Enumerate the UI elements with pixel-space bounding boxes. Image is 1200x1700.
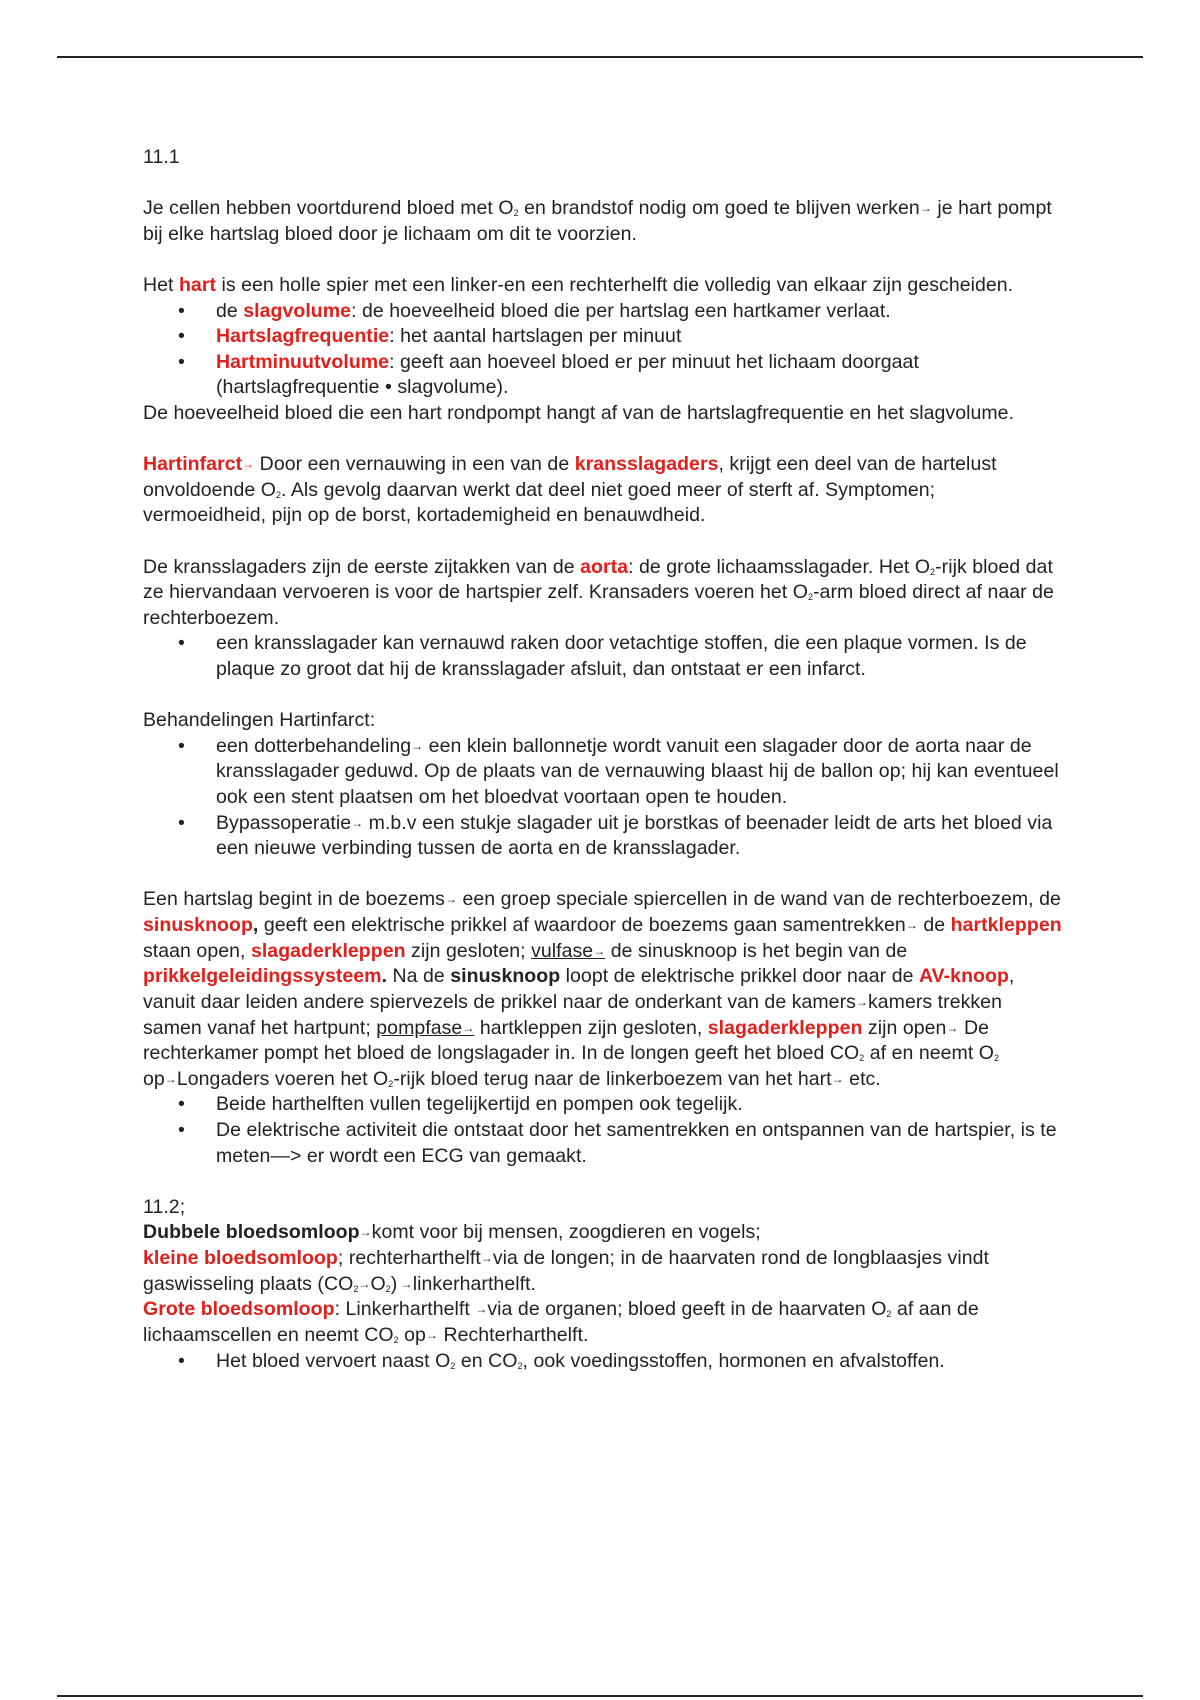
bottom-rule [57,1695,1143,1697]
list-item: • een kransslagader kan vernauwd raken door vetachtige stoffen, die een plaque vormen. Is de plaque zo groot dat hij de kransslagader afsluit, dan ontstaat er een infarct. [143,631,1063,682]
term-vulfase: vulfase→ [531,939,606,962]
term-hartinfarct: Hartinfarct [143,453,243,476]
list-item: • Bypassoperatie→ m.b.v een stukje slagader uit je borstkas of beenader leidt de arts het bloed via een nieuwe verbinding tussen de aorta en de kransslagader. [143,811,1063,862]
term-grote-bloedsomloop: Grote bloedsomloop [143,1298,335,1321]
document-body [143,145,1063,1374]
heart-closing: De hoeveelheid bloed die een hart rondpompt hangt af van de hartslagfrequentie en het slagvolume. [143,401,1015,424]
infarct-paragraph: Hartinfarct→ Door een vernauwing in een van de kransslagaders, krijgt een deel van de hartelust onvoldoende $O_2$. Als gevolg daarvan werkt dat deel niet goed meer of sterft af. Symptomen; vermoeidheid, pijn op de borst, kortademigheid en benauwdheid. [143,453,997,527]
list-item: • Beide harthelften vullen tegelijkertijd en pompen ook tegelijk. [143,1092,1063,1118]
heartbeat-paragraph: Een hartslag begint in de boezems→ een groep speciale spiercellen in de wand van de rechterboezem, de sinusknoop, geeft een elektrische prikkel af waardoor de boezems gaan samentrekken→ de hartkleppen staan open, slagaderkleppen zijn gesloten; vulfase→ de sinusknoop is het begin van de prikkelgeleidingssysteem. Na de sinusknoop loopt de elektrische prikkel door naar de AV-knoop, vanuit daar leiden andere spiervezels de prikkel naar de onderkant van de kamers→kamers trekken samen vanaf het hartpunt; pompfase→ hartkleppen zijn gesloten, slagaderkleppen zijn open→ De rechterkamer pompt het bloed de longslagader in. In de longen geeft het bloed $CO_2$ af en neemt $O_2$ op→Longaders voeren het $O_2$-rijk bloed terug naar de linkerboezem van het hart→ etc. [143,888,1062,1090]
term-prikkelgeleidingssysteem: prikkelgeleidingssysteem [143,965,382,988]
term-dubbele-bloedsomloop: Dubbele bloedsomloop [143,1221,360,1244]
grote-paragraph: Grote bloedsomloop: Linkerharthelft →via de organen; bloed geeft in de haarvaten $O_2$ af aan de lichaamscellen en neemt $CO_2$ op→ Rechterharthelft. [143,1298,979,1346]
heart-terms-list [143,299,1063,401]
list-item: • Hartminuutvolume: geeft aan hoeveel bloed er per minuut het lichaam doorgaat (hartslagfrequentie • slagvolume). [143,350,1063,401]
arrow-icon: → [242,457,255,472]
heartbeat-list [143,1092,1063,1169]
bloed-list [143,1349,1063,1375]
term-sinusknoop: sinusknoop [143,914,253,937]
term-sinusknoop-bold: sinusknoop [450,965,561,988]
list-item: • Het bloed vervoert naast $O_2$ en $CO_2$, ook voedingsstoffen, hormonen en afvalstoffen. [143,1349,1063,1375]
term-aorta: aorta [580,555,629,578]
plaque-list [143,631,1063,682]
term-av-knoop: AV-knoop [918,965,1009,988]
treatment-heading: Behandelingen Hartinfarct: [143,709,376,732]
arrow-icon: → [411,738,424,753]
arrow-icon: → [351,815,364,830]
section-heading-11-2: 11.2; [143,1195,186,1218]
term-kleine-bloedsomloop: kleine bloedsomloop [143,1247,338,1270]
term-kransslagaders: kransslagaders [574,453,719,476]
term-pompfase: pompfase→ [376,1016,475,1039]
section-heading-11-1: 11.1 [143,146,180,168]
treatment-list [143,734,1063,862]
top-rule [57,56,1143,58]
list-item: • Hartslagfrequentie: het aantal hartslagen per minuut [143,324,1063,350]
list-item: • een dotterbehandeling→ een klein ballonnetje wordt vanuit een slagader door de aorta naar de kransslagader geduwd. Op de plaats van de vernauwing blaast hij de ballon op; hij kan eventueel ook een stent plaatsen om het bloedvat voortaan open te houden. [143,734,1063,811]
term-hart: hart [178,274,217,297]
kleine-paragraph: kleine bloedsomloop; rechterharthelft→via de longen; in de haarvaten rond de longblaasjes vindt gaswisseling plaats $(CO_2\to O_2)$ →linkerharthelft. [143,1247,989,1295]
list-item: • De elektrische activiteit die ontstaat door het samentrekken en ontspannen van de hartspier, is te meten—> er wordt een ECG van gemaakt. [143,1118,1063,1169]
term-slagaderkleppen: slagaderkleppen [250,939,406,962]
intro-paragraph: Je cellen hebben voortdurend bloed met $O_2$ en brandstof nodig om goed te blijven werken→ je hart pompt bij elke hartslag bloed door je lichaam om dit te voorzien. [143,197,1052,245]
term-hartkleppen: hartkleppen [950,914,1062,937]
heart-paragraph: Het hart is een holle spier met een linker-en een rechterhelft die volledig van elkaar zijn gescheiden. [143,274,1014,297]
arrow-icon: → [919,201,932,216]
list-item: • de slagvolume: de hoeveelheid bloed die per hartslag een hartkamer verlaat. [143,299,1063,325]
kransslagaders-paragraph: De kransslagaders zijn de eerste zijtakken van de aorta: de grote lichaamsslagader. Het $O_2$-rijk bloed dat ze hiervandaan vervoeren is voor de hartspier zelf. Kransaders voeren het $O_2$-arm bloed direct af naar de rechterboezem. [143,555,1054,629]
dubbele-paragraph: Dubbele bloedsomloop→komt voor bij mensen, zoogdieren en vogels; [143,1221,761,1244]
